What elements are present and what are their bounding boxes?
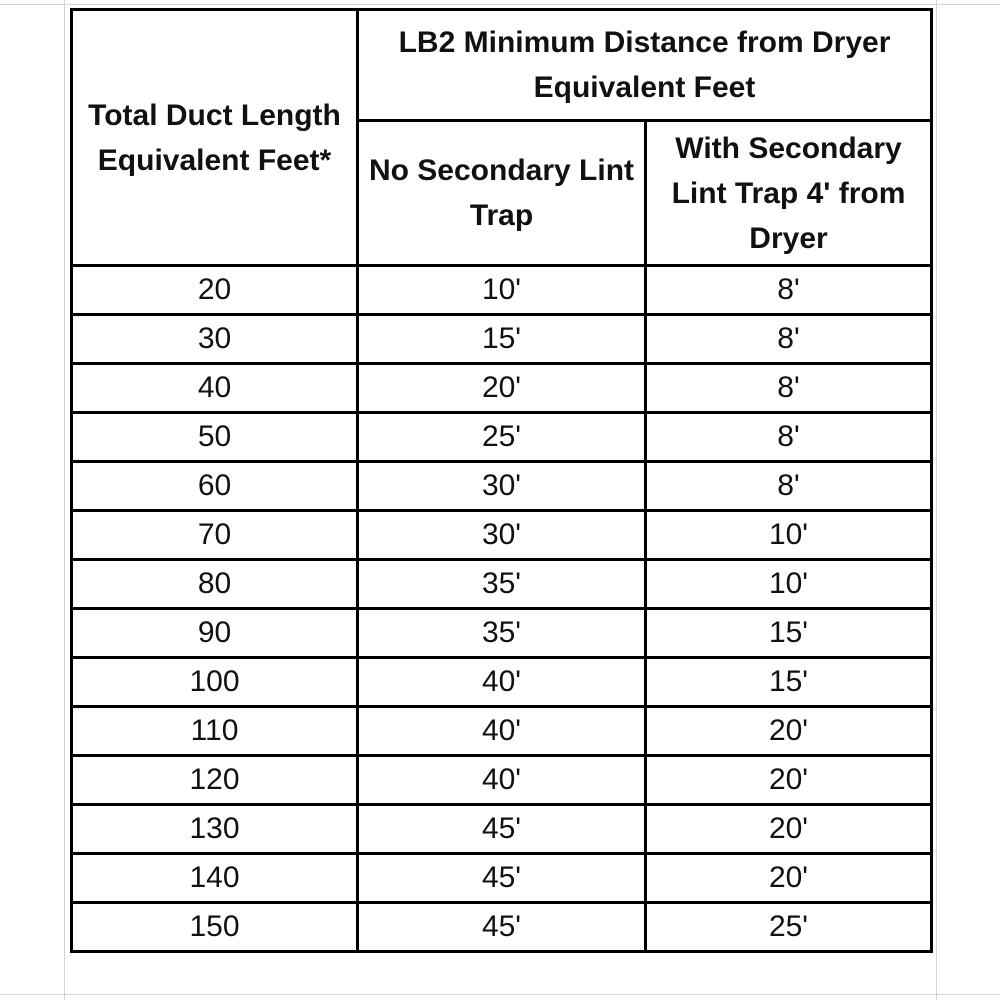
duct-length-cell: 130 [72, 805, 358, 854]
table-body [72, 266, 932, 952]
table-row [72, 462, 932, 511]
no-trap-distance-cell: 15' [358, 315, 646, 364]
table-row [72, 707, 932, 756]
table-row [72, 903, 932, 952]
duct-length-cell: 110 [72, 707, 358, 756]
with-trap-distance-cell: 20' [646, 756, 932, 805]
duct-length-cell: 90 [72, 609, 358, 658]
table-row [72, 511, 932, 560]
duct-length-cell: 20 [72, 266, 358, 315]
table-row [72, 756, 932, 805]
no-trap-distance-cell: 30' [358, 511, 646, 560]
duct-length-cell: 120 [72, 756, 358, 805]
with-trap-distance-cell: 15' [646, 658, 932, 707]
table-row [72, 364, 932, 413]
header-with-secondary-lint-trap: With Secondary Lint Trap 4' from Dryer [646, 121, 932, 266]
duct-length-cell: 70 [72, 511, 358, 560]
no-trap-distance-cell: 45' [358, 903, 646, 952]
with-trap-distance-cell: 8' [646, 462, 932, 511]
duct-length-cell: 50 [72, 413, 358, 462]
no-trap-distance-cell: 10' [358, 266, 646, 315]
duct-length-cell: 80 [72, 560, 358, 609]
duct-length-cell: 60 [72, 462, 358, 511]
table-row [72, 560, 932, 609]
header-lb2-minimum-distance: LB2 Minimum Distance from Dryer Equivalent Feet [358, 10, 932, 121]
with-trap-distance-cell: 20' [646, 805, 932, 854]
with-trap-distance-cell: 8' [646, 413, 932, 462]
table-row [72, 413, 932, 462]
with-trap-distance-cell: 25' [646, 903, 932, 952]
duct-length-cell: 150 [72, 903, 358, 952]
table-row [72, 609, 932, 658]
with-trap-distance-cell: 15' [646, 609, 932, 658]
duct-length-cell: 100 [72, 658, 358, 707]
no-trap-distance-cell: 45' [358, 805, 646, 854]
with-trap-distance-cell: 8' [646, 364, 932, 413]
sheet-gridline [0, 994, 1000, 995]
no-trap-distance-cell: 40' [358, 707, 646, 756]
no-trap-distance-cell: 30' [358, 462, 646, 511]
table-row [72, 854, 932, 903]
no-trap-distance-cell: 40' [358, 756, 646, 805]
table-header [72, 10, 932, 266]
no-trap-distance-cell: 20' [358, 364, 646, 413]
with-trap-distance-cell: 8' [646, 315, 932, 364]
no-trap-distance-cell: 25' [358, 413, 646, 462]
sheet-gridline [64, 0, 65, 1000]
with-trap-distance-cell: 10' [646, 511, 932, 560]
with-trap-distance-cell: 8' [646, 266, 932, 315]
table-row [72, 315, 932, 364]
header-no-secondary-lint-trap: No Secondary Lint Trap [358, 121, 646, 266]
sheet-gridline [0, 4, 1000, 5]
table-row [72, 658, 932, 707]
table-row [72, 805, 932, 854]
no-trap-distance-cell: 40' [358, 658, 646, 707]
duct-length-cell: 40 [72, 364, 358, 413]
duct-length-cell: 140 [72, 854, 358, 903]
no-trap-distance-cell: 35' [358, 609, 646, 658]
no-trap-distance-cell: 45' [358, 854, 646, 903]
with-trap-distance-cell: 20' [646, 707, 932, 756]
header-total-duct-length: Total Duct Length Equivalent Feet* [72, 10, 358, 266]
with-trap-distance-cell: 10' [646, 560, 932, 609]
duct-length-cell: 30 [72, 315, 358, 364]
table-row [72, 266, 932, 315]
no-trap-distance-cell: 35' [358, 560, 646, 609]
with-trap-distance-cell: 20' [646, 854, 932, 903]
duct-distance-table [70, 8, 933, 953]
sheet-gridline [936, 0, 937, 1000]
